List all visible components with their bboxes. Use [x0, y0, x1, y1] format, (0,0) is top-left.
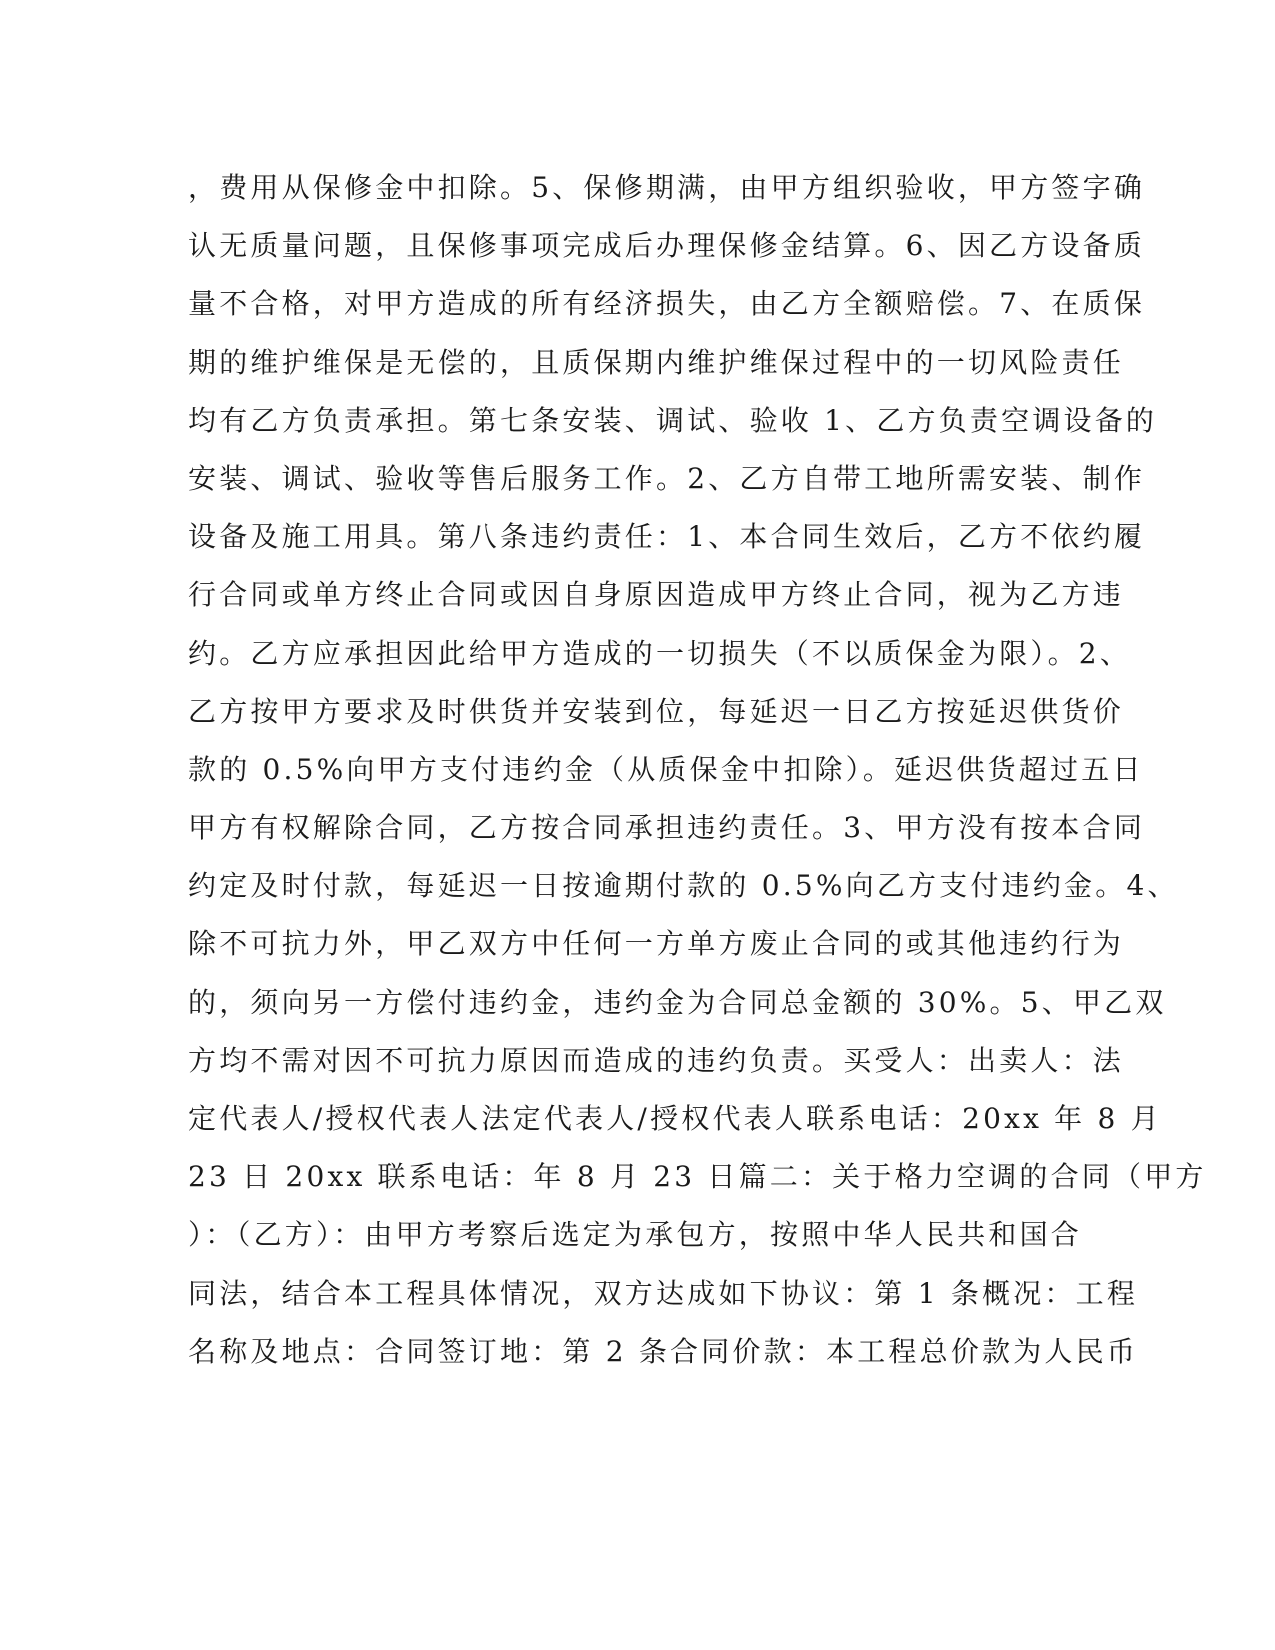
text-line: 行合同或单方终止合同或因自身原因造成甲方终止合同，视为乙方违 [188, 578, 1125, 612]
text-line: 除不可抗力外，甲乙双方中任何一方单方废止合同的或其他违约行为 [188, 927, 1125, 961]
text-line: 同法，结合本工程具体情况，双方达成如下协议：第 1 条概况：工程 [188, 1276, 1139, 1310]
text-line: 均有乙方负责承担。第七条安装、调试、验收 1、乙方负责空调设备的 [188, 403, 1158, 437]
text-line: 名称及地点：合同签订地：第 2 条合同价款：本工程总价款为人民币 [188, 1334, 1139, 1368]
text-line: 约定及时付款，每延迟一日按逾期付款的 0.5%向乙方支付违约金。4、 [188, 869, 1179, 903]
text-line: 方均不需对因不可抗力原因而造成的违约负责。买受人：出卖人：法 [188, 1043, 1125, 1077]
body-text [188, 159, 1207, 1381]
text-line: ，费用从保修金中扣除。5、保修期满，由甲方组织验收，甲方签字确 [188, 171, 1146, 204]
text-line: 期的维护维保是无偿的，且质保期内维护维保过程中的一切风险责任 [188, 345, 1125, 379]
text-line: 甲方有权解除合同，乙方按合同承担违约责任。3、甲方没有按本合同 [188, 811, 1146, 845]
text-line: 的，须向另一方偿付违约金，违约金为合同总金额的 30%。5、甲乙双 [188, 985, 1167, 1019]
text-line: 安装、调试、验收等售后服务工作。2、乙方自带工地所需安装、制作 [188, 461, 1146, 495]
text-line: 23 日 20xx 联系电话：年 8 月 23 日篇二：关于格力空调的合同（甲方 [188, 1160, 1207, 1194]
text-line: 乙方按甲方要求及时供货并安装到位，每延迟一日乙方按延迟供货价 [188, 694, 1125, 728]
text-line: 款的 0.5%向甲方支付违约金（从质保金中扣除）。延迟供货超过五日 [188, 752, 1144, 786]
text-line: 定代表人/授权代表人法定代表人/授权代表人联系电话：20xx 年 8 月 [188, 1102, 1162, 1135]
text-line: 认无质量问题，且保修事项完成后办理保修金结算。6、因乙方设备质 [188, 229, 1146, 263]
text-line: 设备及施工用具。第八条违约责任：1、本合同生效后，乙方不依约履 [188, 520, 1146, 554]
text-line: 约。乙方应承担因此给甲方造成的一切损失（不以质保金为限）。2、 [188, 636, 1132, 670]
text-line: ）：（乙方）：由甲方考察后选定为承包方，按照中华人民共和国合 [188, 1218, 1083, 1252]
text-line: 量不合格，对甲方造成的所有经济损失，由乙方全额赔偿。7、在质保 [188, 287, 1146, 321]
